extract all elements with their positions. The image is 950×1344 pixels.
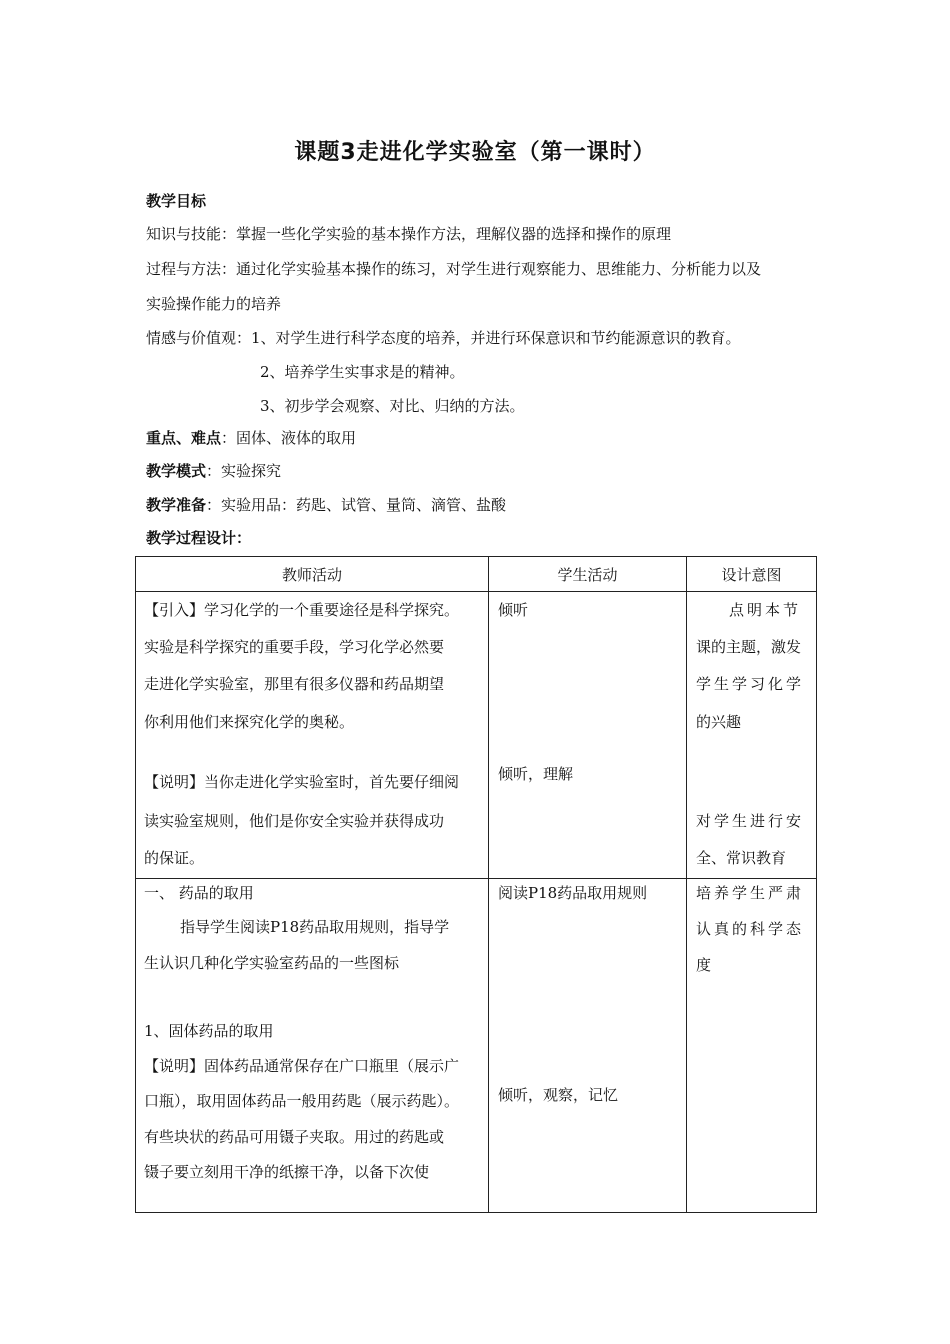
row2-teacher-line: 生认识几种化学实验室药品的一些图标 [144, 954, 400, 972]
objective-emotion-3: 3、初步学会观察、对比、归纳的方法。 [260, 397, 525, 415]
teaching-mode [146, 461, 281, 481]
row1-student-line: 倾听，理解 [498, 765, 574, 783]
row2-student-line: 阅读P18药品取用规则 [498, 884, 648, 902]
row2-teacher-line: 口瓶），取用固体药品一般用药匙（展示药匙）。 [144, 1092, 460, 1110]
row1-teacher-line: 走进化学实验室，那里有很多仪器和药品期望 [144, 675, 445, 693]
key-points [146, 428, 356, 448]
row1-teacher-cell [136, 592, 489, 879]
row2-intent-line: 认真的科学态 [696, 920, 805, 938]
objective-emotion-2: 2、培养学生实事求是的精神。 [260, 363, 465, 381]
row1-teacher-line: 你利用他们来探究化学的奥秘。 [144, 713, 355, 731]
row2-teacher-line: 指导学生阅读P18药品取用规则，指导学 [180, 918, 450, 936]
objective-process-1: 过程与方法：通过化学实验基本操作的练习，对学生进行观察能力、思维能力、分析能力以及 [146, 260, 762, 278]
row1-teacher-line: 读实验室规则，他们是你安全实验并获得成功 [144, 812, 445, 830]
row1-intent-line: 全、常识教育 [696, 849, 787, 867]
row2-teacher-line: 【说明】固体药品通常保存在广口瓶里（展示广 [144, 1057, 460, 1075]
row2-teacher-line: 镊子要立刻用干净的纸擦干净，以备下次使 [144, 1163, 430, 1181]
row2-intent-line: 度 [696, 956, 712, 974]
row1-teacher-line: 【引入】学习化学的一个重要途径是科学探究。 [144, 601, 460, 619]
row1-teacher-line: 【说明】当你走进化学实验室时，首先要仔细阅 [144, 773, 460, 791]
header-intent: 设计意图 [687, 557, 817, 592]
row1-intent-line: 对学生进行安 [696, 812, 805, 830]
row1-student-cell [489, 592, 687, 879]
table-row [136, 879, 817, 1213]
process-heading: 教学过程设计： [146, 529, 252, 547]
teaching-mode-label: 教学模式 [146, 462, 207, 480]
table-row [136, 592, 817, 879]
page-title: 课题3走进化学实验室（第一课时） [294, 140, 656, 165]
row1-intent-line: 点明本节 [729, 601, 802, 619]
objective-process-2: 实验操作能力的培养 [146, 295, 282, 313]
row1-intent-line: 的兴趣 [696, 713, 742, 731]
row1-intent-cell [687, 592, 817, 879]
teaching-prep [146, 495, 506, 515]
row1-teacher-line: 实验是科学探究的重要手段，学习化学必然要 [144, 638, 445, 656]
teaching-prep-value: ：实验用品：药匙、试管、量筒、滴管、盐酸 [206, 496, 507, 514]
objective-emotion-1: 情感与价值观：1、对学生进行科学态度的培养，并进行环保意识和节约能源意识的教育。 [146, 329, 741, 347]
table-header-row [136, 557, 817, 592]
header-student: 学生活动 [489, 557, 687, 592]
row1-student-line: 倾听 [498, 601, 529, 619]
key-points-label: 重点、难点 [146, 429, 222, 447]
key-points-value: ：固体、液体的取用 [221, 429, 357, 447]
teaching-prep-label: 教学准备 [146, 496, 207, 514]
row1-intent-line: 学生学习化学 [696, 675, 805, 693]
row2-student-cell [489, 879, 687, 1213]
row2-teacher-line: 1、固体药品的取用 [144, 1022, 274, 1040]
teaching-mode-value: ：实验探究 [206, 462, 282, 480]
header-teacher: 教师活动 [136, 557, 489, 592]
row2-intent-line: 培养学生严肃 [696, 884, 805, 902]
row2-teacher-line: 有些块状的药品可用镊子夹取。用过的药匙或 [144, 1128, 445, 1146]
row2-teacher-cell [136, 879, 489, 1213]
objectives-heading: 教学目标 [146, 192, 207, 210]
row1-intent-line: 课的主题，激发 [696, 638, 802, 656]
row1-teacher-line: 的保证。 [144, 849, 205, 867]
process-table [135, 556, 817, 1213]
row2-teacher-line: 一、 药品的取用 [144, 884, 254, 902]
objective-knowledge: 知识与技能：掌握一些化学实验的基本操作方法，理解仪器的选择和操作的原理 [146, 225, 672, 243]
row2-intent-cell [687, 879, 817, 1213]
row2-student-line: 倾听，观察，记忆 [498, 1086, 619, 1104]
